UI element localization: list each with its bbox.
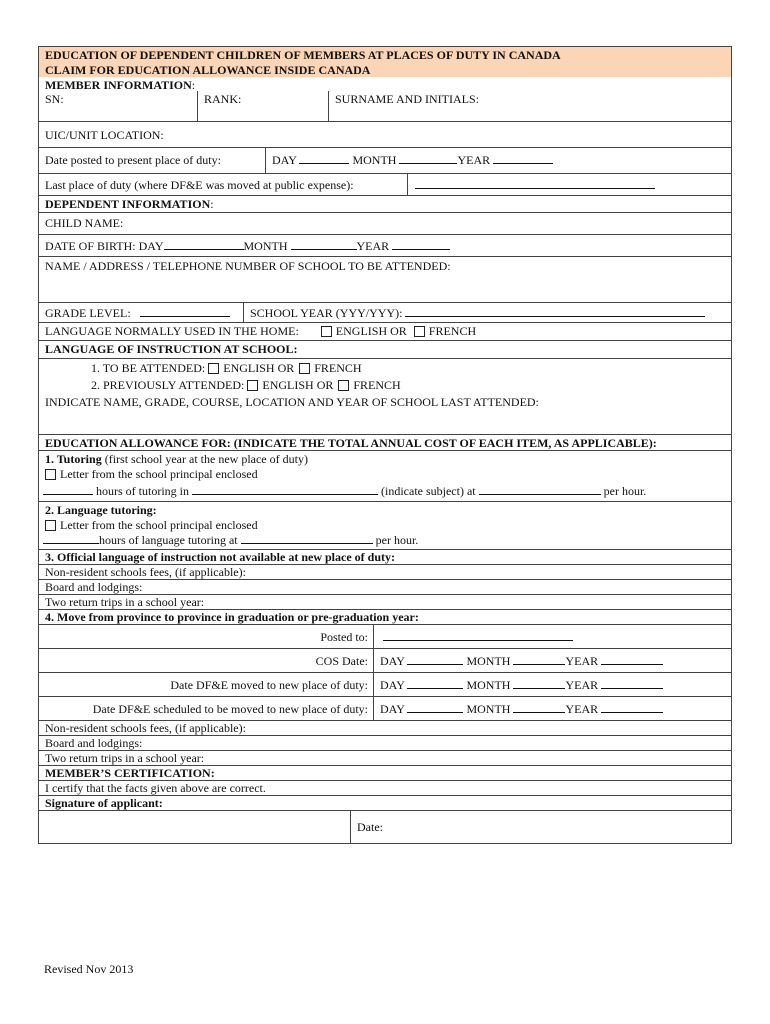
board-row-2[interactable] [39, 735, 731, 750]
home-french-checkbox[interactable] [414, 326, 425, 337]
school-info-row[interactable] [39, 256, 731, 302]
lang-hours-blank[interactable] [43, 533, 99, 544]
tutoring-subject-blank[interactable] [192, 484, 378, 495]
dob-month-label: MONTH [243, 239, 288, 253]
trips-row-2[interactable] [39, 750, 731, 765]
surname-field[interactable] [328, 91, 731, 121]
scheduled-date-row [39, 696, 731, 720]
language-instruction-heading: LANGUAGE OF INSTRUCTION AT SCHOOL: [45, 342, 298, 356]
cos-date-label: COS Date: [315, 654, 368, 668]
signature-field[interactable] [39, 811, 350, 843]
allowance-heading-row [39, 434, 731, 450]
lang-per-hour-label: per hour. [375, 533, 419, 547]
certification-heading: MEMBER’S CERTIFICATION: [45, 766, 215, 780]
tutoring-letter-label: Letter from the school principal enclosed [60, 467, 258, 481]
trips-label-1: Two return trips in a school year: [45, 595, 205, 609]
form-title-line2: CLAIM FOR EDUCATION ALLOWANCE INSIDE CANADA [45, 63, 371, 77]
date-posted-field[interactable] [265, 148, 731, 173]
certify-row [39, 780, 731, 795]
certify-text: I certify that the facts given above are correct. [45, 781, 266, 795]
child-name-label: CHILD NAME: [45, 216, 124, 230]
scheduled-date-label: Date DF&E scheduled to be moved to new place of duty: [92, 702, 368, 716]
sn-label: SN: [45, 92, 64, 106]
lang-letter-label: Letter from the school principal enclosed [60, 518, 258, 532]
grade-label: GRADE LEVEL: [45, 306, 131, 320]
date-posted-label: Date posted to present place of duty: [45, 153, 221, 167]
moved-month-label: MONTH [466, 678, 511, 692]
month-label: MONTH [352, 153, 397, 167]
tutoring-per-hour-label: per hour. [603, 484, 647, 498]
signature-date-field[interactable] [350, 811, 731, 843]
move-heading: 4. Move from province to province in graduation or pre-graduation year: [45, 610, 419, 624]
moved-year-label: YEAR [565, 678, 599, 692]
cos-date-field[interactable] [373, 649, 731, 672]
unit-location-row[interactable] [39, 121, 731, 147]
cos-month-label: MONTH [466, 654, 511, 668]
sn-field[interactable] [39, 91, 203, 121]
rank-label: RANK: [204, 92, 242, 106]
school-year-field[interactable] [243, 303, 731, 322]
trips-label-2: Two return trips in a school year: [45, 751, 205, 765]
to-be-attended-row [39, 358, 731, 378]
moved-date-label: Date DF&E moved to new place of duty: [170, 678, 368, 692]
nonres-fees-row-2[interactable] [39, 720, 731, 735]
child-name-row[interactable] [39, 212, 731, 234]
nonres-fees-row-1[interactable] [39, 564, 731, 579]
last-school-row[interactable] [39, 394, 731, 434]
dob-year-label: YEAR [356, 239, 390, 253]
lang-letter-checkbox[interactable] [45, 520, 56, 531]
last-place-row [39, 173, 731, 195]
attend-french-checkbox[interactable] [299, 363, 310, 374]
moved-day-label: DAY [380, 678, 405, 692]
cos-year-label: YEAR [565, 654, 599, 668]
last-place-label: Last place of duty (where DF&E was moved at public expense): [45, 178, 354, 192]
prev-english-label: ENGLISH [262, 378, 314, 392]
board-label-2: Board and lodgings: [45, 736, 143, 750]
home-english-label: ENGLISH OR [335, 324, 407, 338]
certification-heading-row [39, 765, 731, 780]
day-label: DAY [272, 153, 297, 167]
nonres-fees-label-1: Non-resident schools fees, (if applicable): [45, 565, 246, 579]
posted-to-row [39, 624, 731, 648]
signature-row [39, 810, 731, 843]
cos-date-row [39, 648, 731, 672]
attend-or-label: OR [277, 361, 295, 375]
language-tutoring-section [39, 501, 731, 549]
trips-row-1[interactable] [39, 594, 731, 609]
scheduled-year-label: YEAR [565, 702, 599, 716]
grade-row [39, 302, 731, 322]
scheduled-date-field[interactable] [373, 697, 731, 720]
rank-field[interactable] [197, 91, 334, 121]
surname-label: SURNAME AND INITIALS: [335, 92, 479, 106]
prev-french-checkbox[interactable] [338, 380, 349, 391]
home-french-label: FRENCH [428, 324, 477, 338]
board-row-1[interactable] [39, 579, 731, 594]
tutoring-section [39, 450, 731, 501]
lang-rate-blank[interactable] [241, 533, 373, 544]
prev-or-label: OR [316, 378, 334, 392]
prev-english-checkbox[interactable] [247, 380, 258, 391]
attend-english-label: ENGLISH [223, 361, 275, 375]
attend-french-label: FRENCH [314, 361, 362, 375]
unit-location-label: UIC/UNIT LOCATION: [45, 128, 164, 142]
board-label-1: Board and lodgings: [45, 580, 143, 594]
language-home-row [39, 322, 731, 340]
indicate-subject-label: (indicate subject) at [381, 484, 476, 498]
nonres-fees-label-2: Non-resident schools fees, (if applicable): [45, 721, 246, 735]
sn-rank-row [39, 91, 731, 121]
dependent-heading: DEPENDENT INFORMATION [45, 197, 211, 211]
last-place-field[interactable] [407, 174, 731, 195]
previously-attended-label: 2. PREVIOUSLY ATTENDED: [91, 378, 245, 392]
tutoring-hours-label: hours of tutoring in [96, 484, 189, 498]
tutoring-letter-checkbox[interactable] [45, 469, 56, 480]
lang-hours-label: hours of language tutoring at [99, 533, 238, 547]
previously-attended-row [39, 378, 731, 394]
allowance-heading: EDUCATION ALLOWANCE FOR: (INDICATE THE TOTAL ANNUAL COST OF EACH ITEM, AS APPLICABLE): [45, 436, 657, 450]
date-posted-row [39, 147, 731, 173]
tutoring-hours-blank[interactable] [43, 484, 93, 495]
home-english-checkbox[interactable] [321, 326, 332, 337]
dob-label: DATE OF BIRTH: DAY [45, 239, 164, 253]
tutoring-note: (first school year at the new place of duty) [101, 452, 308, 466]
posted-to-label: Posted to: [320, 630, 368, 644]
language-tutoring-heading: 2. Language tutoring: [45, 503, 157, 517]
member-info-heading-row: MEMBER INFORMATION: [45, 78, 196, 92]
posted-to-field[interactable] [373, 625, 731, 648]
form-title [39, 47, 731, 77]
official-language-heading: 3. Official language of instruction not available at new place of duty: [45, 550, 395, 564]
school-year-label: SCHOOL YEAR (YYY/YYY): [250, 306, 403, 320]
signature-heading-row [39, 795, 731, 810]
scheduled-day-label: DAY [380, 702, 405, 716]
language-home-label: LANGUAGE NORMALLY USED IN THE HOME: [45, 324, 299, 338]
to-be-attended-label: 1. TO BE ATTENDED: [91, 361, 206, 375]
scheduled-month-label: MONTH [466, 702, 511, 716]
signature-date-label: Date: [357, 820, 383, 834]
tutoring-rate-blank[interactable] [479, 484, 601, 495]
member-info-heading: MEMBER INFORMATION [45, 78, 192, 92]
grade-field[interactable] [39, 303, 247, 322]
tutoring-heading: 1. Tutoring [45, 452, 102, 466]
last-school-label: INDICATE NAME, GRADE, COURSE, LOCATION AND YEAR OF SCHOOL LAST ATTENDED: [45, 395, 539, 409]
cos-day-label: DAY [380, 654, 405, 668]
revision-note: Revised Nov 2013 [44, 962, 134, 976]
moved-date-row [39, 672, 731, 696]
signature-label: Signature of applicant: [45, 796, 163, 810]
language-instruction-heading-row [39, 340, 731, 358]
move-heading-row [39, 609, 731, 624]
official-language-heading-row [39, 549, 731, 564]
form-title-line1: EDUCATION OF DEPENDENT CHILDREN OF MEMBERS AT PLACES OF DUTY IN CANADA [45, 48, 561, 62]
year-label: YEAR [457, 153, 491, 167]
dob-row[interactable] [39, 234, 731, 256]
prev-french-label: FRENCH [353, 378, 401, 392]
attend-english-checkbox[interactable] [208, 363, 219, 374]
moved-date-field[interactable] [373, 673, 731, 696]
dependent-heading-row: DEPENDENT INFORMATION: [39, 195, 731, 212]
education-allowance-form [38, 46, 732, 844]
school-info-label: NAME / ADDRESS / TELEPHONE NUMBER OF SCHOOL TO BE ATTENDED: [45, 259, 451, 273]
